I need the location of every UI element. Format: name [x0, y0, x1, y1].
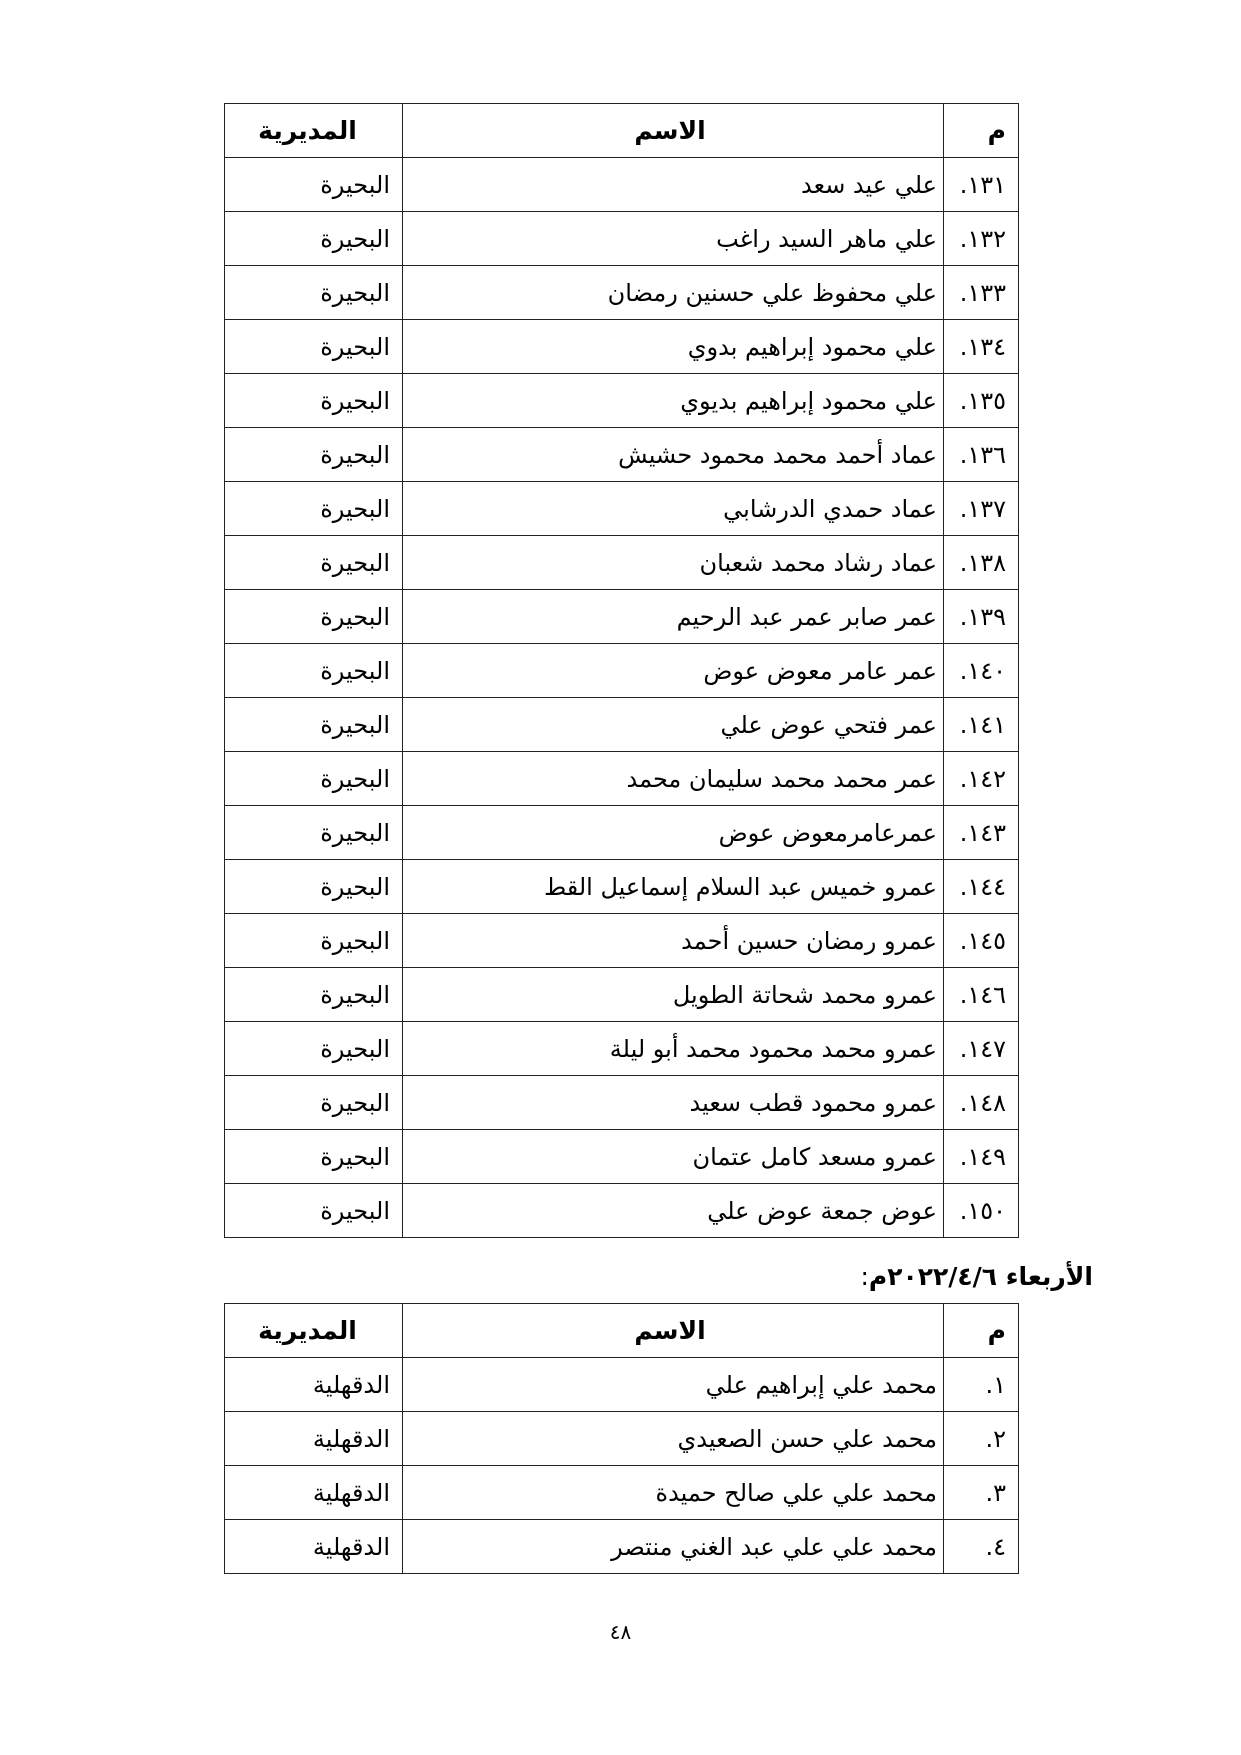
directorate-name: البحيرة — [225, 1022, 403, 1076]
person-name: عماد أحمد محمد محمود حشيش — [403, 428, 944, 482]
directorate-name: البحيرة — [225, 158, 403, 212]
directorate-name: البحيرة — [225, 482, 403, 536]
person-name: محمد علي علي صالح حميدة — [403, 1466, 944, 1520]
directorate-name: البحيرة — [225, 266, 403, 320]
person-name: عماد حمدي الدرشابي — [403, 482, 944, 536]
person-name: عمرو محمد شحاتة الطويل — [403, 968, 944, 1022]
header-directorate: المديرية — [225, 1304, 403, 1358]
row-number: ١٣٨. — [944, 536, 1019, 590]
person-name: علي محفوظ علي حسنين رمضان — [403, 266, 944, 320]
row-number: ٤. — [944, 1520, 1019, 1574]
person-name: عمرو محمد محمود محمد أبو ليلة — [403, 1022, 944, 1076]
directorate-name: البحيرة — [225, 212, 403, 266]
header-name: الاسم — [403, 104, 944, 158]
table-row — [225, 1076, 1019, 1130]
directorate-name: البحيرة — [225, 1184, 403, 1238]
person-name: محمد علي إبراهيم علي — [403, 1358, 944, 1412]
directorate-name: البحيرة — [225, 698, 403, 752]
person-name: علي ماهر السيد راغب — [403, 212, 944, 266]
table-row — [225, 1022, 1019, 1076]
person-name: عمرو رمضان حسين أحمد — [403, 914, 944, 968]
person-name: عمر صابر عمر عبد الرحيم — [403, 590, 944, 644]
row-number: ٢. — [944, 1412, 1019, 1466]
table-row — [225, 1130, 1019, 1184]
table-row — [225, 428, 1019, 482]
row-number: ١٤٣. — [944, 806, 1019, 860]
directorate-name: البحيرة — [225, 1130, 403, 1184]
row-number: ١. — [944, 1358, 1019, 1412]
table-header-row — [225, 104, 1019, 158]
directorate-name: البحيرة — [225, 968, 403, 1022]
header-name: الاسم — [403, 1304, 944, 1358]
table-row — [225, 1184, 1019, 1238]
heading-day-date: الأربعاء ٢٠٢٢/٤/٦م — [868, 1262, 1093, 1291]
table-row — [225, 1412, 1019, 1466]
directorate-name: البحيرة — [225, 320, 403, 374]
person-name: عمرو محمود قطب سعيد — [403, 1076, 944, 1130]
directorate-name: البحيرة — [225, 536, 403, 590]
person-name: علي محمود إبراهيم بديوي — [403, 374, 944, 428]
person-name: عمرو مسعد كامل عتمان — [403, 1130, 944, 1184]
table-row — [225, 536, 1019, 590]
directorate-name: البحيرة — [225, 1076, 403, 1130]
table-row — [225, 752, 1019, 806]
directorate-name: البحيرة — [225, 860, 403, 914]
directorate-name: البحيرة — [225, 644, 403, 698]
table-row — [225, 1466, 1019, 1520]
person-name: عمرعامرمعوض عوض — [403, 806, 944, 860]
row-number: ١٣٢. — [944, 212, 1019, 266]
directorate-name: البحيرة — [225, 428, 403, 482]
table-row — [225, 212, 1019, 266]
directorate-name: البحيرة — [225, 374, 403, 428]
row-number: ١٣٩. — [944, 590, 1019, 644]
row-number: ١٤٦. — [944, 968, 1019, 1022]
table-row — [225, 158, 1019, 212]
row-number: ١٤٥. — [944, 914, 1019, 968]
person-name: عمر فتحي عوض علي — [403, 698, 944, 752]
table-row — [225, 914, 1019, 968]
header-num: م — [944, 104, 1019, 158]
directorate-name: البحيرة — [225, 752, 403, 806]
names-table-1 — [224, 103, 1019, 1238]
table-row — [225, 968, 1019, 1022]
row-number: ١٣١. — [944, 158, 1019, 212]
directorate-name: الدقهلية — [225, 1412, 403, 1466]
person-name: محمد علي حسن الصعيدي — [403, 1412, 944, 1466]
row-number: ١٤٨. — [944, 1076, 1019, 1130]
row-number: ١٣٤. — [944, 320, 1019, 374]
row-number: ١٥٠. — [944, 1184, 1019, 1238]
row-number: ١٣٥. — [944, 374, 1019, 428]
directorate-name: البحيرة — [225, 806, 403, 860]
page-number: ٤٨ — [609, 1620, 632, 1644]
directorate-name: الدقهلية — [225, 1520, 403, 1574]
table-row — [225, 266, 1019, 320]
header-directorate: المديرية — [225, 104, 403, 158]
heading-suffix: : — [860, 1262, 869, 1291]
person-name: عوض جمعة عوض علي — [403, 1184, 944, 1238]
row-number: ١٤٠. — [944, 644, 1019, 698]
row-number: ١٣٧. — [944, 482, 1019, 536]
table-row — [225, 374, 1019, 428]
row-number: ٣. — [944, 1466, 1019, 1520]
table-row — [225, 482, 1019, 536]
table-row — [225, 860, 1019, 914]
row-number: ١٤٩. — [944, 1130, 1019, 1184]
table-row — [225, 1520, 1019, 1574]
table-header-row — [225, 1304, 1019, 1358]
section-heading — [860, 1262, 1093, 1291]
row-number: ١٣٣. — [944, 266, 1019, 320]
table-row — [225, 1358, 1019, 1412]
row-number: ١٤١. — [944, 698, 1019, 752]
person-name: عمر عامر معوض عوض — [403, 644, 944, 698]
table-row — [225, 644, 1019, 698]
person-name: علي عيد سعد — [403, 158, 944, 212]
row-number: ١٤٤. — [944, 860, 1019, 914]
table-row — [225, 698, 1019, 752]
row-number: ١٤٢. — [944, 752, 1019, 806]
person-name: عماد رشاد محمد شعبان — [403, 536, 944, 590]
person-name: عمر محمد محمد سليمان محمد — [403, 752, 944, 806]
directorate-name: الدقهلية — [225, 1358, 403, 1412]
person-name: عمرو خميس عبد السلام إسماعيل القط — [403, 860, 944, 914]
row-number: ١٣٦. — [944, 428, 1019, 482]
names-table-2 — [224, 1303, 1019, 1574]
table-row — [225, 806, 1019, 860]
table-row — [225, 320, 1019, 374]
person-name: محمد علي علي عبد الغني منتصر — [403, 1520, 944, 1574]
person-name: علي محمود إبراهيم بدوي — [403, 320, 944, 374]
row-number: ١٤٧. — [944, 1022, 1019, 1076]
header-num: م — [944, 1304, 1019, 1358]
directorate-name: البحيرة — [225, 914, 403, 968]
directorate-name: البحيرة — [225, 590, 403, 644]
directorate-name: الدقهلية — [225, 1466, 403, 1520]
table-row — [225, 590, 1019, 644]
